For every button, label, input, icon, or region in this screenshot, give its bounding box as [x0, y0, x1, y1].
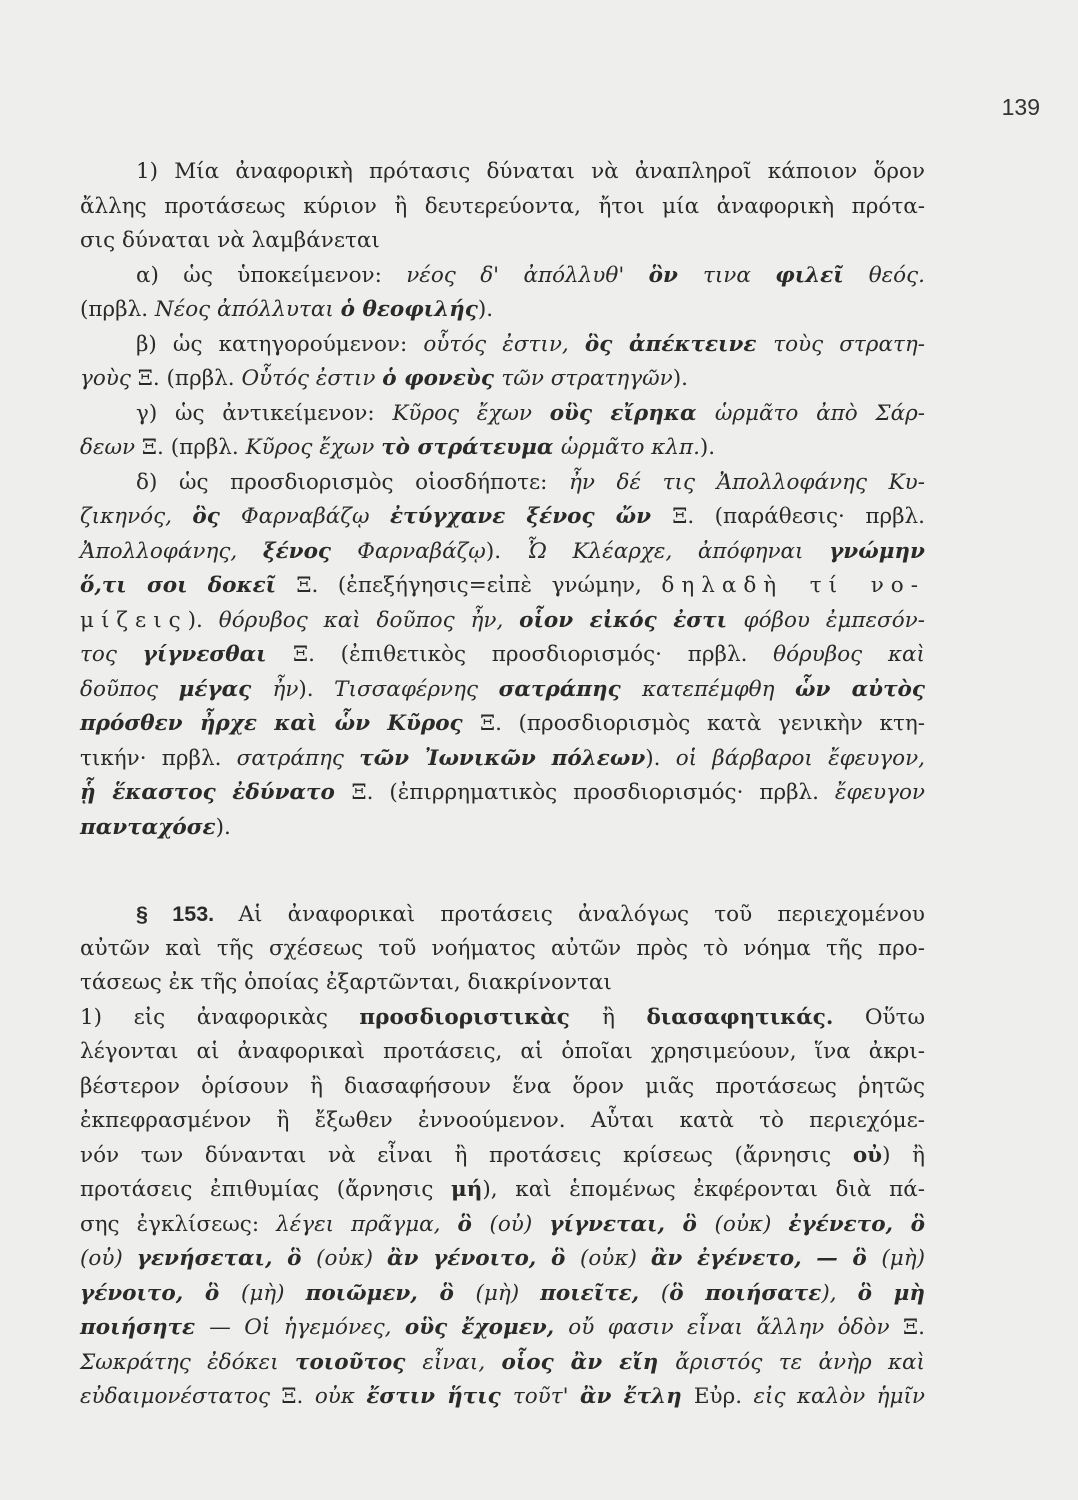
text-run: ), καὶ ἑπομένως ἐκφέρονται διὰ πά- — [482, 1177, 925, 1202]
text-run: οὗτός ἐστιν, — [423, 331, 585, 357]
text-line — [80, 776, 925, 811]
text-run: (οὐ) — [489, 1211, 550, 1237]
text-run: Φαρναβάζῳ — [240, 504, 390, 529]
text-run: Ξ. — [903, 1315, 925, 1340]
text-run: Εὐρ. — [693, 1384, 754, 1409]
text-run: Νέος ἀπόλλυται — [154, 297, 341, 322]
text-run: πανταχόσε — [80, 814, 216, 840]
text-run: τος — [80, 642, 143, 667]
text-run: βέστερον ὁρίσουν ἢ διασαφήσουν ἕνα ὅρον μιᾶς προτάσεως ῥητῶς — [80, 1073, 925, 1099]
text-line — [80, 811, 925, 846]
text-run: εὐδαιμονέστατος — [80, 1384, 282, 1409]
text-run: τάσεως ἐκ τῆς ὁποίας ἐξαρτῶνται, διακρίνονται — [80, 970, 612, 995]
text-run: ). — [298, 676, 335, 702]
text-line — [80, 1070, 925, 1105]
text-run: ἔστιν ἥτις — [366, 1384, 513, 1409]
text-run: μή — [451, 1177, 483, 1202]
text-run: Κῦρος ἔχων — [245, 435, 382, 460]
text-line — [80, 638, 925, 673]
text-run: γνώμην — [829, 538, 925, 564]
text-run: θόρυβος καὶ — [773, 642, 925, 667]
body-text — [80, 155, 925, 1415]
text-run: οὓς εἴρηκα — [549, 400, 715, 426]
text-line — [80, 1139, 925, 1174]
paragraph — [80, 1001, 925, 1415]
page-number: 139 — [1001, 94, 1040, 120]
text-run: ᾗ ἕκαστος ἐδύνατο — [80, 780, 352, 805]
text-line — [80, 897, 925, 932]
text-run: ). — [215, 814, 231, 840]
text-run: φόβου ἐμπεσόν- — [743, 607, 925, 633]
text-run: τικήν· πρβλ. — [80, 745, 237, 771]
text-run: νόν των δύνανται νὰ εἶναι ἢ προτάσεις κρίσεως (ἄρνησις — [80, 1142, 853, 1168]
text-line — [80, 1242, 925, 1277]
text-run: ὧν αὐτὸς — [795, 676, 925, 702]
text-run: γένοιτο, ὃ — [80, 1280, 241, 1306]
text-run: ἂν ἔτλη — [579, 1384, 694, 1409]
text-run: τῶν Ἰωνικῶν πόλεων — [359, 745, 646, 771]
text-line — [80, 1173, 925, 1208]
text-run: (οὐκ) — [316, 1246, 387, 1271]
text-run: ἂν γένοιτο, ὃ — [386, 1246, 580, 1271]
text-run: φιλεῖ — [775, 262, 869, 288]
text-run: ὃς ἀπέκτεινε — [584, 331, 774, 357]
paragraph — [80, 397, 925, 466]
text-run: (οὐ) — [80, 1246, 137, 1271]
text-run: νέος δ' ἀπόλλυθ' — [406, 262, 649, 288]
text-run: οὐ — [852, 1142, 883, 1168]
text-run: ( — [660, 1280, 670, 1306]
paragraph — [80, 897, 925, 1001]
text-run: τινα — [702, 262, 776, 288]
text-run: ἢ — [602, 1004, 647, 1030]
text-run: 1) εἰς ἀναφορικὰς — [80, 1004, 360, 1030]
text-run: ). — [477, 297, 494, 322]
text-run: σις δύναται νὰ λαμβάνεται — [80, 228, 380, 253]
text-run: Ξ. — [281, 1384, 315, 1409]
text-run: μέγας — [178, 676, 273, 702]
text-run: μίζεις — [80, 607, 188, 633]
text-run: Οὗτός ἐστιν — [241, 366, 383, 391]
paragraph-gap — [80, 845, 925, 897]
text-line — [80, 155, 925, 190]
text-run: Φαρναβάζῳ — [357, 538, 486, 564]
text-run: ἐγένετο, ὃ — [788, 1211, 925, 1237]
text-run: δεων — [80, 435, 142, 460]
text-run: προσδιοριστικὰς — [359, 1004, 603, 1030]
text-run: ὃ ποιήσατε — [669, 1280, 822, 1306]
text-line — [80, 1346, 925, 1381]
text-line — [80, 328, 925, 363]
text-run: οἷος ἂν εἴη — [501, 1349, 676, 1375]
text-run: Ξ. (ἐπιρρηματικὸς προσδιορισμός· πρβλ. — [351, 780, 835, 805]
text-run: σης ἐγκλίσεως: — [80, 1211, 277, 1237]
text-run: λέγονται αἱ ἀναφορικαὶ προτάσεις, αἱ ὁποῖαι χρησιμεύουν, ἵνα ἀκρι- — [80, 1039, 925, 1064]
text-run: ὅ,τι σοι δοκεῖ — [80, 573, 297, 598]
text-run: Οὕτω — [833, 1004, 925, 1030]
text-run: ὡρμᾶτο ἀπὸ Σάρ- — [714, 400, 926, 426]
text-line — [80, 466, 925, 501]
text-run: ὡρμᾶτο κλπ. — [560, 435, 700, 460]
text-run: οὐκ — [314, 1384, 367, 1409]
paragraph — [80, 328, 925, 397]
text-run: τοῦτ' — [512, 1384, 580, 1409]
text-run: οὓς ἔχομεν, — [404, 1315, 569, 1340]
text-run: σατράπης — [498, 676, 642, 702]
text-run: Τισσαφέρνης — [334, 676, 499, 702]
text-run: (μὴ) — [881, 1246, 925, 1271]
text-run: τοὺς στρατη- — [773, 331, 926, 357]
text-run: 1) Μία ἀναφορικὴ πρότασις δύναται νὰ ἀναπληροῖ κάποιον ὅρον — [136, 159, 925, 184]
text-run: ἦν — [272, 676, 299, 702]
text-run: Κῦρος ἔχων — [392, 400, 550, 426]
text-run: ). — [645, 745, 676, 771]
text-run: λέγει πρᾶγμα, — [276, 1211, 458, 1237]
text-line — [80, 259, 925, 294]
text-run: ἐτύγχανε ξένος ὤν — [389, 504, 673, 529]
text-run: Ξ. (παράθεσις· πρβλ. — [672, 504, 925, 529]
text-run: ποιεῖτε, — [540, 1280, 661, 1306]
text-run: δηλαδὴ τί νο- — [661, 573, 926, 598]
text-line — [80, 742, 925, 777]
text-run: γίγνεσθαι — [142, 642, 293, 667]
text-run: ὁ θεοφιλής — [340, 297, 478, 322]
text-line — [80, 431, 925, 466]
text-run: οἷον εἰκός ἐστι — [519, 607, 744, 633]
paragraph — [80, 466, 925, 846]
text-run: ὃ μὴ — [857, 1280, 925, 1306]
text-line — [80, 397, 925, 432]
text-run: οὔ φασιν εἶναι ἄλλην ὁδὸν — [568, 1315, 904, 1340]
text-run: ἔφευγον — [834, 780, 925, 805]
text-run: ξένος — [262, 538, 358, 564]
paragraph — [80, 155, 925, 259]
text-line — [80, 1311, 925, 1346]
text-run: ὃ — [457, 1211, 490, 1237]
text-run: ἂν ἐγένετο, — ὃ — [650, 1246, 882, 1271]
text-run: ζικηνός, — [80, 504, 193, 529]
text-run: ), — [821, 1280, 858, 1306]
text-run: Ξ. (πρβλ. — [141, 435, 246, 460]
text-run: πρόσθεν ἦρχε καὶ ὧν Κῦρος — [80, 711, 480, 736]
text-run: εἰς καλὸν ἡμῖν — [753, 1384, 925, 1409]
text-run: αὐτῶν καὶ τῆς σχέσεως τοῦ νοήματος αὐτῶν πρὸς τὸ νόημα τῆς προ- — [80, 935, 925, 961]
text-run: Αἱ ἀναφορικαὶ προτάσεις ἀναλόγως τοῦ περιεχομένου — [238, 902, 925, 927]
text-line — [80, 224, 925, 259]
text-run: β) ὡς κατηγορούμενον: — [136, 331, 424, 357]
text-line — [80, 1035, 925, 1070]
text-run: — — [209, 1315, 245, 1340]
paragraph — [80, 259, 925, 328]
text-run: ὃς — [192, 504, 241, 529]
text-run: ) ἢ — [882, 1142, 925, 1168]
text-line — [80, 500, 925, 535]
text-run: (πρβλ. — [80, 297, 155, 322]
text-line — [80, 1277, 925, 1312]
text-run: θόρυβος καὶ δοῦπος ἦν, — [218, 607, 520, 633]
text-run: ). — [187, 607, 219, 633]
text-run: γοὺς — [80, 366, 138, 391]
text-run: ἄριστός τε ἀνὴρ καὶ — [675, 1349, 925, 1375]
text-run: ). — [699, 435, 716, 460]
text-run: ποιῶμεν, ὃ — [305, 1280, 476, 1306]
text-line — [80, 1104, 925, 1139]
section-number: § 153. — [136, 902, 239, 926]
text-run: (μὴ) — [475, 1280, 541, 1306]
text-run: προτάσεις ἐπιθυμίας (ἄρνησις — [80, 1177, 452, 1202]
text-run: ἦν δέ τις Ἀπολλοφάνης Κυ- — [568, 469, 925, 495]
text-line — [80, 932, 925, 967]
text-run: ὁ φονεὺς — [382, 366, 502, 391]
text-line — [80, 293, 925, 328]
text-run: ). — [485, 538, 527, 564]
text-run: Ξ. (ἐπεξήγησις=εἰπὲ γνώμην, — [296, 573, 662, 598]
text-run: διασαφητικάς. — [646, 1004, 834, 1030]
text-line — [80, 190, 925, 225]
text-line — [80, 604, 925, 639]
text-run: γ) ὡς ἀντικείμενον: — [136, 400, 393, 426]
text-run: τῶν στρατηγῶν — [501, 366, 673, 391]
text-line — [80, 1380, 925, 1415]
text-run: ποιήσητε — [80, 1315, 210, 1340]
text-run: Ἀπολλοφάνης, — [80, 538, 263, 564]
text-run: σατράπης — [236, 745, 360, 771]
text-run: Ξ. (ἐπιθετικὸς προσδιορισμός· πρβλ. — [292, 642, 774, 667]
text-run: α) ὡς ὑποκείμενον: — [136, 262, 407, 288]
text-line — [80, 707, 925, 742]
text-run: (μὴ) — [240, 1280, 306, 1306]
text-run: κατεπέμφθη — [641, 676, 796, 702]
text-run: Σωκράτης ἐδόκει — [80, 1349, 295, 1375]
text-run: τὸ στράτευμα — [381, 435, 561, 460]
text-run: θεός. — [868, 262, 926, 288]
text-run: ἄλλης προτάσεως κύριον ἢ δευτερεύοντα, ἤτοι μία ἀναφορικὴ πρότα- — [80, 193, 925, 219]
text-run: Ὦ Κλέαρχε, ἀπόφηναι — [526, 538, 830, 564]
text-line — [80, 535, 925, 570]
text-line — [80, 1001, 925, 1036]
text-run: ἐκπεφρασμένον ἢ ἔξωθεν ἐννοούμενον. Αὗται κατὰ τὸ περιεχόμε- — [80, 1108, 925, 1133]
text-run: Ξ. (προσδιορισμὸς κατὰ γενικὴν κτη- — [479, 711, 925, 736]
text-run: δοῦπος — [80, 676, 179, 702]
text-run: ὃν — [648, 262, 703, 288]
text-run: (οὐκ) — [579, 1246, 651, 1271]
text-line — [80, 569, 925, 604]
text-line — [80, 1208, 925, 1243]
text-run: δ) ὡς προσδιορισμὸς οἱοσδήποτε: — [136, 469, 569, 495]
text-run: γίγνεται, ὃ — [549, 1211, 715, 1237]
text-run: εἶναι, — [422, 1349, 502, 1375]
text-run: (οὐκ) — [714, 1211, 789, 1237]
text-run: ). — [672, 366, 688, 391]
text-line — [80, 362, 925, 397]
text-line — [80, 673, 925, 708]
text-line — [80, 966, 925, 1001]
text-run: γενήσεται, ὃ — [136, 1246, 317, 1271]
text-run: τοιοῦτος — [294, 1349, 423, 1375]
text-run: οἱ βάρβαροι ἔφευγον, — [675, 745, 925, 771]
text-run: Ξ. (πρβλ. — [137, 366, 242, 391]
text-run: Οἱ ἡγεμόνες, — [244, 1315, 405, 1340]
